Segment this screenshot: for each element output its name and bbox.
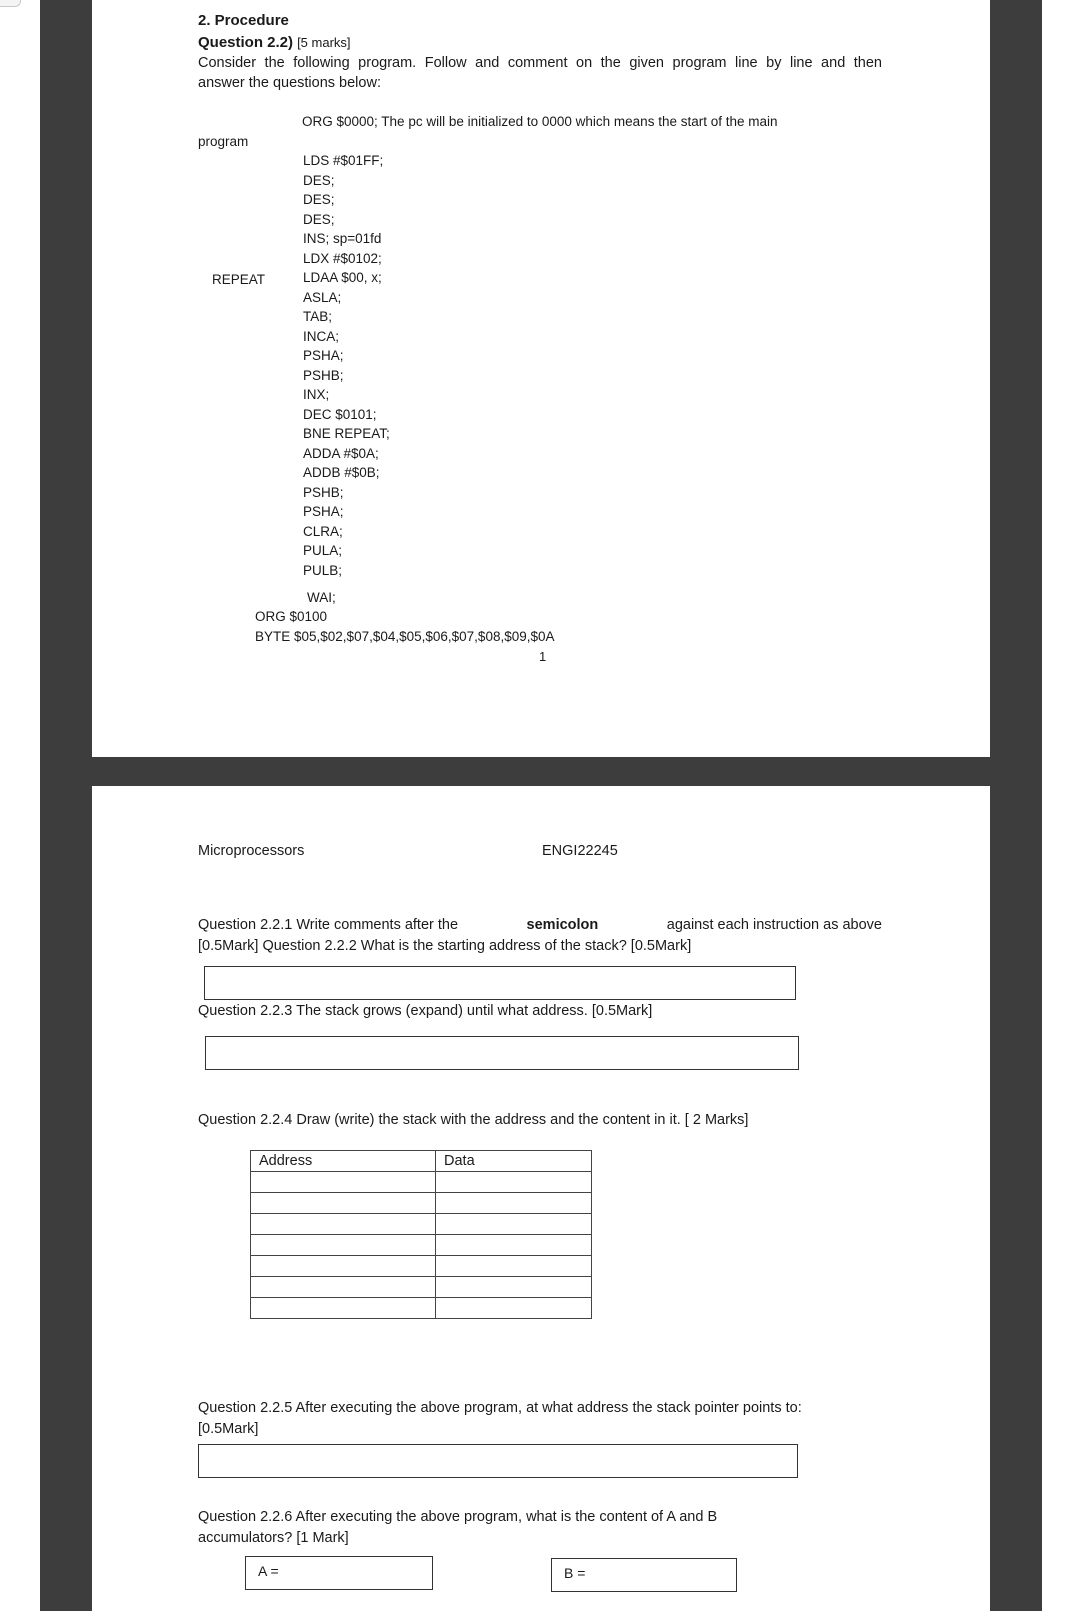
answer-box-q225[interactable] (198, 1444, 798, 1478)
code-line: BNE REPEAT; (303, 426, 390, 441)
code-line: DES; (303, 211, 335, 227)
stack-table-row (251, 1256, 592, 1277)
data-cell[interactable] (436, 1235, 592, 1256)
corner-tab (0, 0, 21, 7)
byte-line: BYTE $05,$02,$07,$04,$05,$06,$07,$08,$09,$0A (255, 629, 555, 644)
address-cell[interactable] (251, 1193, 436, 1214)
window-edge (1042, 0, 1080, 1611)
repeat-label: REPEAT (212, 272, 266, 287)
q222-line: [0.5Mark] Question 2.2.2 What is the starting address of the stack? [0.5Mark] (198, 938, 692, 954)
code-line: PSHA; (303, 504, 344, 519)
q221-text-b: against each instruction as above (666, 917, 882, 933)
code-line: PSHA; (303, 348, 344, 363)
answer-box-q222[interactable] (204, 966, 796, 1000)
code-line: PULA; (303, 543, 343, 558)
document-page-2 (92, 786, 990, 1611)
answer-box-b[interactable] (551, 1558, 737, 1592)
stack-table-row (251, 1277, 592, 1298)
address-cell[interactable] (251, 1172, 436, 1193)
data-cell[interactable] (436, 1277, 592, 1298)
q224-line: Question 2.2.4 Draw (write) the stack with the address and the content in it. [ 2 Marks] (198, 1112, 749, 1128)
header-code: ENGI22245 (542, 843, 618, 859)
question-heading (198, 34, 351, 52)
code-line: LDAA $00, x; (303, 270, 382, 285)
q225-line-2: [0.5Mark] (198, 1421, 259, 1437)
address-cell[interactable] (251, 1235, 436, 1256)
code-line: PSHB; (303, 484, 344, 500)
q221-text-a: Question 2.2.1 Write comments after the (198, 917, 459, 933)
data-cell[interactable] (436, 1193, 592, 1214)
header-course: Microprocessors (198, 843, 305, 859)
code-line: TAB; (303, 309, 333, 324)
document-page-1 (92, 0, 990, 757)
code-line: LDX #$0102; (303, 250, 382, 266)
code-line: PULB; (303, 562, 343, 578)
q221-bold: semicolon (526, 917, 599, 933)
code-line: INS; sp=01fd (303, 231, 382, 246)
answer-box-a[interactable] (245, 1556, 433, 1590)
code-line: DES; (303, 172, 335, 188)
q226-line-2: accumulators? [1 Mark] (198, 1530, 349, 1546)
code-line: LDS #$01FF; (303, 153, 384, 168)
code-line: ADDB #$0B; (303, 465, 380, 480)
b-label: B = (564, 1565, 586, 1581)
stack-table-row (251, 1172, 592, 1193)
code-line: CLRA; (303, 523, 343, 539)
q223-line: Question 2.2.3 The stack grows (expand) until what address. [0.5Mark] (198, 1003, 653, 1019)
data-cell[interactable] (436, 1298, 592, 1319)
a-label: A = (258, 1563, 279, 1579)
code-line: ASLA; (303, 289, 342, 305)
q226-line-1: Question 2.2.6 After executing the above program, what is the content of A and B (198, 1509, 718, 1525)
section-title: 2. Procedure (198, 12, 289, 29)
data-cell[interactable] (436, 1214, 592, 1235)
code-line: ADDA #$0A; (303, 445, 379, 461)
code-line: INCA; (303, 328, 340, 344)
stack-table-row (251, 1298, 592, 1319)
intro-line-1: Consider the following program. Follow and comment on the given program line by line and then (198, 55, 882, 71)
data-cell[interactable] (436, 1172, 592, 1193)
intro-line-2: answer the questions below: (198, 75, 381, 91)
stack-table-row (251, 1214, 592, 1235)
org-line: ORG $0000; The pc will be initialized to 0000 which means the start of the main (302, 114, 778, 129)
data-header: Data (436, 1151, 592, 1172)
stack-table-row (251, 1193, 592, 1214)
code-line: DEC $0101; (303, 406, 377, 422)
address-header: Address (251, 1151, 436, 1172)
address-cell[interactable] (251, 1298, 436, 1319)
page-number: 1 (539, 649, 547, 664)
stack-table-body (251, 1151, 592, 1319)
stack-table (250, 1150, 592, 1319)
address-cell[interactable] (251, 1277, 436, 1298)
q221-line-1 (198, 916, 882, 934)
code-line: PSHB; (303, 367, 344, 383)
address-cell[interactable] (251, 1214, 436, 1235)
q225-line-1: Question 2.2.5 After executing the above program, at what address the stack pointer points to: (198, 1400, 802, 1416)
question-marks: [5 marks] (297, 35, 351, 50)
code-line: DES; (303, 192, 335, 207)
address-cell[interactable] (251, 1256, 436, 1277)
org2-line: ORG $0100 (255, 609, 328, 624)
data-cell[interactable] (436, 1256, 592, 1277)
code-line-wai: WAI; (307, 590, 336, 605)
code-line: INX; (303, 387, 330, 402)
answer-box-q223[interactable] (205, 1036, 799, 1070)
stack-table-header-row (251, 1151, 592, 1172)
program-word: program (198, 134, 249, 149)
stack-table-row (251, 1235, 592, 1256)
question-title: Question 2.2) (198, 34, 294, 51)
